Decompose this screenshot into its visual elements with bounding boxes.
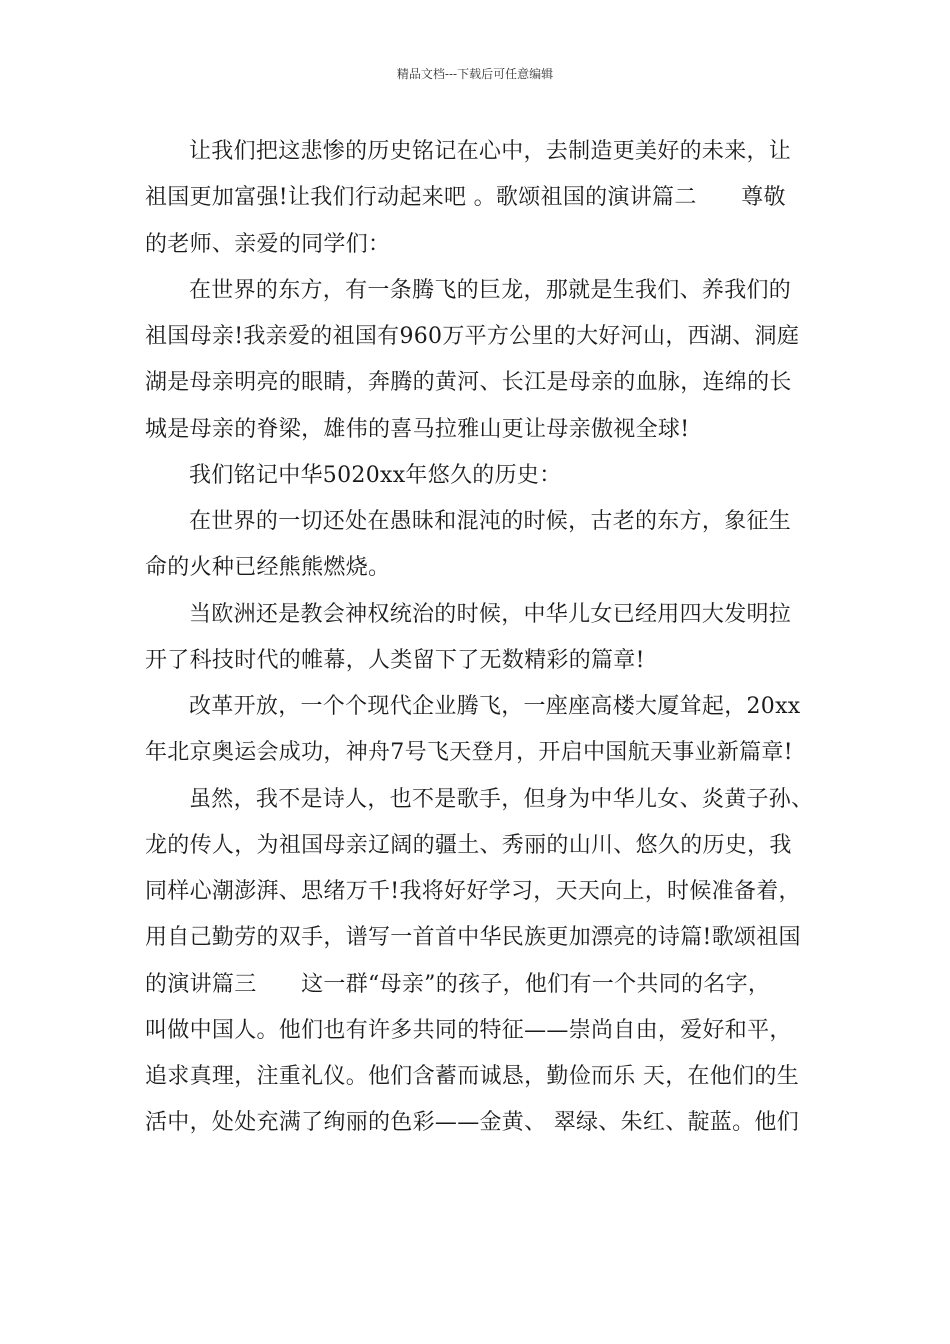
text-line: 追求真理，注重礼仪。他们含蓄而诚恳，勤俭而乐 天，在他们的生 xyxy=(145,1064,799,1089)
text-line: 龙的传人，为祖国母亲辽阔的疆土、秀丽的山川、悠久的历史，我 xyxy=(145,832,792,858)
text-line: 我们铭记中华5020xx年悠久的历史： xyxy=(189,462,562,488)
document-body xyxy=(145,129,815,1147)
text-line: 同样心潮澎湃、思绪万千!我将好好学习，天天向上，时候准备着， xyxy=(145,879,801,904)
text-line: 活中，处处充满了绚丽的色彩——金黄、 翠绿、朱红、靛蓝。他们 xyxy=(145,1110,799,1136)
text-line: 让我们把这悲惨的历史铭记在心中，去制造更美好的未来，让 xyxy=(189,139,792,164)
text-line: 在世界的东方，有一条腾飞的巨龙，那就是生我们、养我们的 xyxy=(189,277,792,303)
text-line: 的老师、亲爱的同学们： xyxy=(145,231,391,257)
text-line: 开了科技时代的帷幕，人类留下了无数精彩的篇章! xyxy=(145,647,645,673)
page-header: 精品文档---下载后可任意编辑 xyxy=(396,67,554,81)
text-line: 虽然，我不是诗人，也不是歌手，但身为中华儿女、炎黄子孙、 xyxy=(189,786,814,812)
text-line: 改革开放，一个个现代企业腾飞，一座座高楼大厦耸起，20xx xyxy=(189,694,801,719)
text-line: 当欧洲还是教会神权统治的时候，中华儿女已经用四大发明拉 xyxy=(189,601,792,627)
text-line: 祖国更加富强!让我们行动起来吧 。歌颂祖国的演讲篇二 尊敬 xyxy=(145,185,786,211)
text-line: 的演讲篇三 这一群“母亲”的孩子，他们有一个共同的名字， xyxy=(145,971,771,997)
text-line: 用自己勤劳的双手，谱写一首首中华民族更加漂亮的诗篇!歌颂祖国 xyxy=(145,925,801,951)
text-line: 祖国母亲!我亲爱的祖国有960万平方公里的大好河山，西湖、洞庭 xyxy=(145,324,800,349)
text-line: 命的火种已经熊熊燃烧。 xyxy=(145,555,391,581)
text-line: 湖是母亲明亮的眼睛，奔腾的黄河、长江是母亲的血脉，连绵的长 xyxy=(145,370,792,396)
text-line: 在世界的一切还处在愚昧和混沌的时候，古老的东方，象征生 xyxy=(189,509,792,534)
text-line: 叫做中国人。他们也有许多共同的特征——崇尚自由，爱好和平， xyxy=(145,1017,792,1043)
text-line: 城是母亲的脊梁，雄伟的喜马拉雅山更让母亲傲视全球! xyxy=(145,416,690,442)
text-line: 年北京奥运会成功，神舟7号飞天登月，开启中国航天事业新篇章! xyxy=(145,740,793,766)
